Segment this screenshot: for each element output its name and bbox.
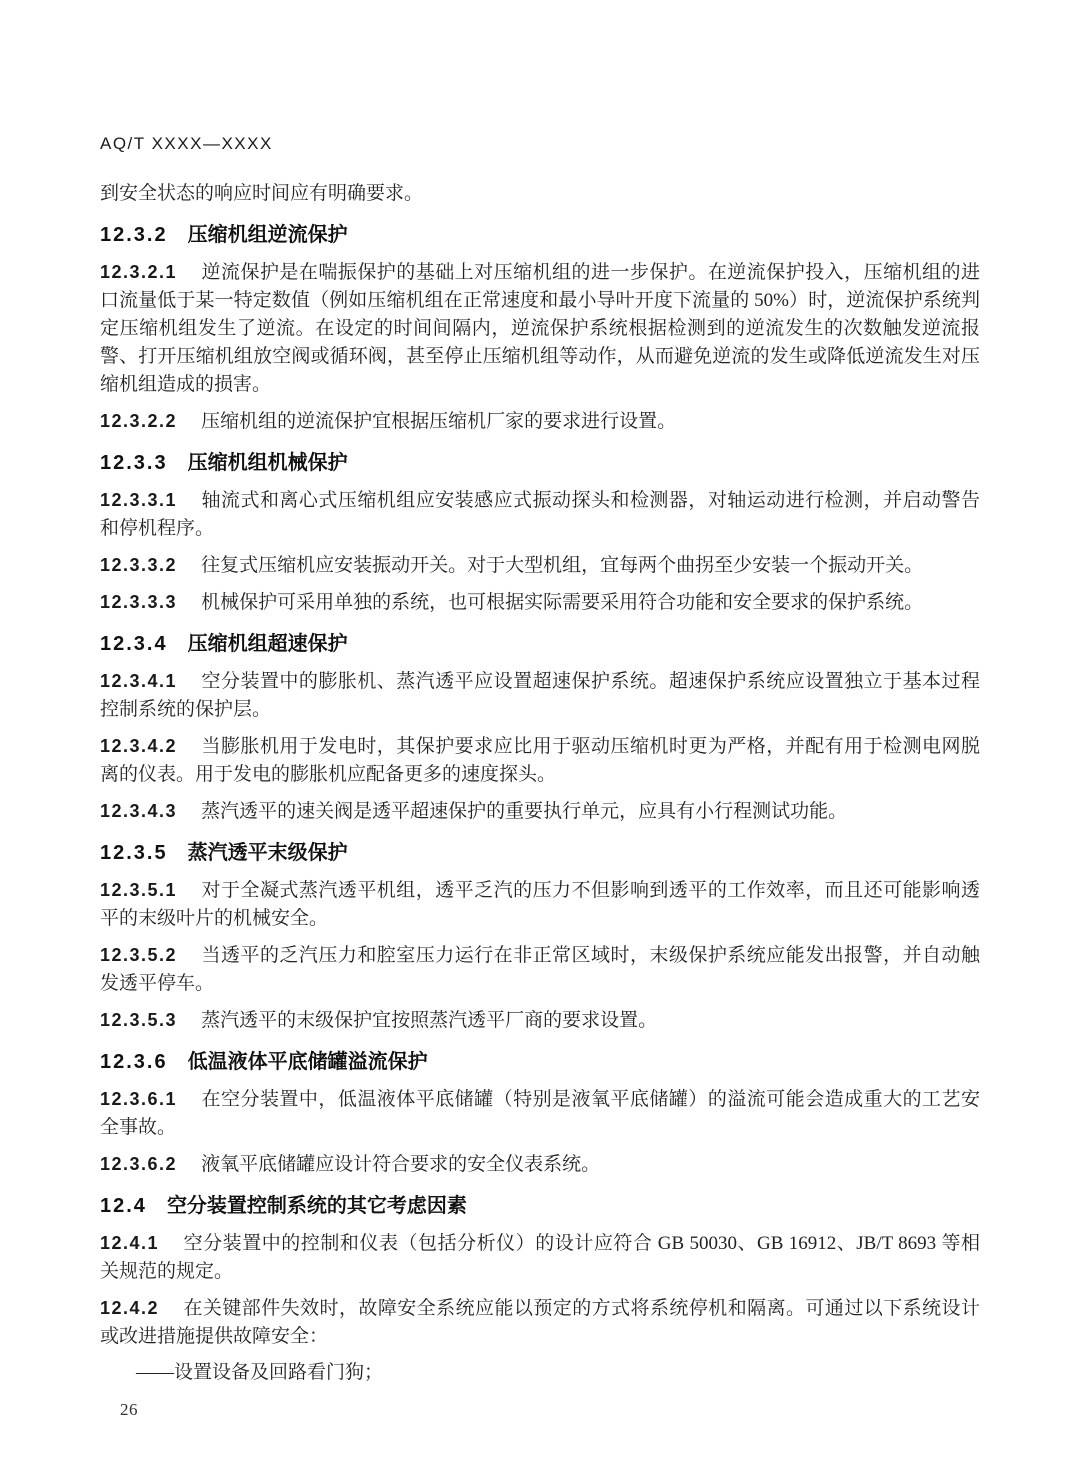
clause-number: 12.3.6.1 bbox=[100, 1089, 178, 1109]
clause-paragraph bbox=[100, 876, 980, 933]
section-number: 12.3.2 bbox=[100, 224, 168, 246]
clause-number: 12.3.3.3 bbox=[100, 592, 178, 612]
clause-paragraph bbox=[100, 1150, 980, 1179]
clause-text: 蒸汽透平的末级保护宜按照蒸汽透平厂商的要求设置。 bbox=[201, 1010, 658, 1031]
clause-number: 12.3.5.3 bbox=[100, 1010, 178, 1030]
section-number: 12.3.3 bbox=[100, 452, 168, 474]
clause-number: 12.3.2.2 bbox=[100, 411, 178, 431]
clause-number: 12.3.4.3 bbox=[100, 801, 178, 821]
section-title: 空分装置控制系统的其它考虑因素 bbox=[166, 1195, 467, 1217]
dash-list-item: ——设置设备及回路看门狗； bbox=[136, 1362, 384, 1383]
clause-paragraph bbox=[100, 1294, 980, 1351]
clause-paragraph bbox=[100, 667, 980, 724]
clause-paragraph bbox=[100, 941, 980, 998]
clause-paragraph bbox=[100, 588, 980, 617]
clause-number: 12.3.6.2 bbox=[100, 1154, 178, 1174]
clause-text: 蒸汽透平的速关阀是透平超速保护的重要执行单元，应具有小行程测试功能。 bbox=[201, 801, 848, 822]
clause-text: 在关键部件失效时，故障安全系统应能以预定的方式将系统停机和隔离。可通过以下系统设计或改进措施提供故障安全： bbox=[100, 1298, 980, 1347]
document-header-code: AQ/T XXXX—XXXX bbox=[100, 134, 273, 153]
section-title: 压缩机组机械保护 bbox=[187, 452, 348, 474]
clause-number: 12.3.4.1 bbox=[100, 671, 178, 691]
section-number: 12.3.4 bbox=[100, 633, 168, 655]
clause-paragraph bbox=[100, 258, 980, 399]
section-heading bbox=[100, 633, 980, 655]
clause-text: 空分装置中的膨胀机、蒸汽透平应设置超速保护系统。超速保护系统应设置独立于基本过程控制系统的保护层。 bbox=[100, 671, 980, 720]
section-title: 压缩机组超速保护 bbox=[187, 633, 348, 655]
section-heading bbox=[100, 224, 980, 246]
clause-text: 当膨胀机用于发电时，其保护要求应比用于驱动压缩机时更为严格，并配有用于检测电网脱离的仪表。用于发电的膨胀机应配备更多的速度探头。 bbox=[100, 736, 980, 785]
section-heading bbox=[100, 842, 980, 864]
document-content bbox=[100, 0, 980, 1387]
clause-number: 12.3.4.2 bbox=[100, 736, 178, 756]
continuation-paragraph: 到安全状态的响应时间应有明确要求。 bbox=[100, 183, 424, 204]
clause-number: 12.4.1 bbox=[100, 1233, 160, 1253]
section-number: 12.3.6 bbox=[100, 1051, 168, 1073]
clause-paragraph bbox=[100, 797, 980, 826]
clause-text: 当透平的乏汽压力和腔室压力运行在非正常区域时，末级保护系统应能发出报警，并自动触发透平停车。 bbox=[100, 945, 980, 994]
clause-paragraph bbox=[100, 407, 980, 436]
clause-paragraph bbox=[100, 1006, 980, 1035]
section-heading bbox=[100, 1051, 980, 1073]
clause-text: 液氧平底储罐应设计符合要求的安全仪表系统。 bbox=[201, 1154, 601, 1175]
section-heading bbox=[100, 452, 980, 474]
clause-text: 往复式压缩机应安装振动开关。对于大型机组，宜每两个曲拐至少安装一个振动开关。 bbox=[201, 555, 924, 576]
clause-number: 12.3.3.2 bbox=[100, 555, 178, 575]
section-title: 低温液体平底储罐溢流保护 bbox=[187, 1051, 428, 1073]
clause-paragraph bbox=[100, 551, 980, 580]
clause-text: 轴流式和离心式压缩机组应安装感应式振动探头和检测器，对轴运动进行检测，并启动警告和停机程序。 bbox=[100, 490, 980, 539]
section-title: 蒸汽透平末级保护 bbox=[187, 842, 348, 864]
clause-text: 压缩机组的逆流保护宜根据压缩机厂家的要求进行设置。 bbox=[201, 411, 677, 432]
section-heading bbox=[100, 1195, 980, 1217]
section-number: 12.3.5 bbox=[100, 842, 168, 864]
clause-paragraph bbox=[100, 486, 980, 543]
clause-text: 空分装置中的控制和仪表（包括分析仪）的设计应符合 GB 50030、GB 16912、JB/T 8693 等相关规范的规定。 bbox=[100, 1233, 980, 1282]
clause-number: 12.3.5.1 bbox=[100, 880, 178, 900]
clause-number: 12.3.2.1 bbox=[100, 262, 178, 282]
clause-text: 对于全凝式蒸汽透平机组，透平乏汽的压力不但影响到透平的工作效率，而且还可能影响透平的末级叶片的机械安全。 bbox=[100, 880, 980, 929]
clause-paragraph bbox=[100, 732, 980, 789]
clause-text: 在空分装置中，低温液体平底储罐（特别是液氧平底储罐）的溢流可能会造成重大的工艺安全事故。 bbox=[100, 1089, 980, 1138]
clause-number: 12.3.3.1 bbox=[100, 490, 178, 510]
section-title: 压缩机组逆流保护 bbox=[187, 224, 348, 246]
clause-number: 12.4.2 bbox=[100, 1298, 160, 1318]
clause-paragraph bbox=[100, 1229, 980, 1286]
clause-paragraph bbox=[100, 1085, 980, 1142]
clause-text: 逆流保护是在喘振保护的基础上对压缩机组的进一步保护。在逆流保护投入，压缩机组的进口流量低于某一特定数值（例如压缩机组在正常速度和最小导叶开度下流量的 50%）时，逆流保护系统判定压缩机组发生了逆流。在设定的时间间隔内，逆流保护系统根据检测到的逆流发生的次数触发逆流报警、打开压缩机组放空阀或循环阀，甚至停止压缩机组等动作，从而避免逆流的发生或降低逆流发生对压缩机组造成的损害。 bbox=[100, 262, 980, 395]
clause-text: 机械保护可采用单独的系统，也可根据实际需要采用符合功能和安全要求的保护系统。 bbox=[201, 592, 924, 613]
clause-number: 12.3.5.2 bbox=[100, 945, 178, 965]
section-number: 12.4 bbox=[100, 1195, 147, 1217]
page-number: 26 bbox=[120, 1400, 138, 1419]
